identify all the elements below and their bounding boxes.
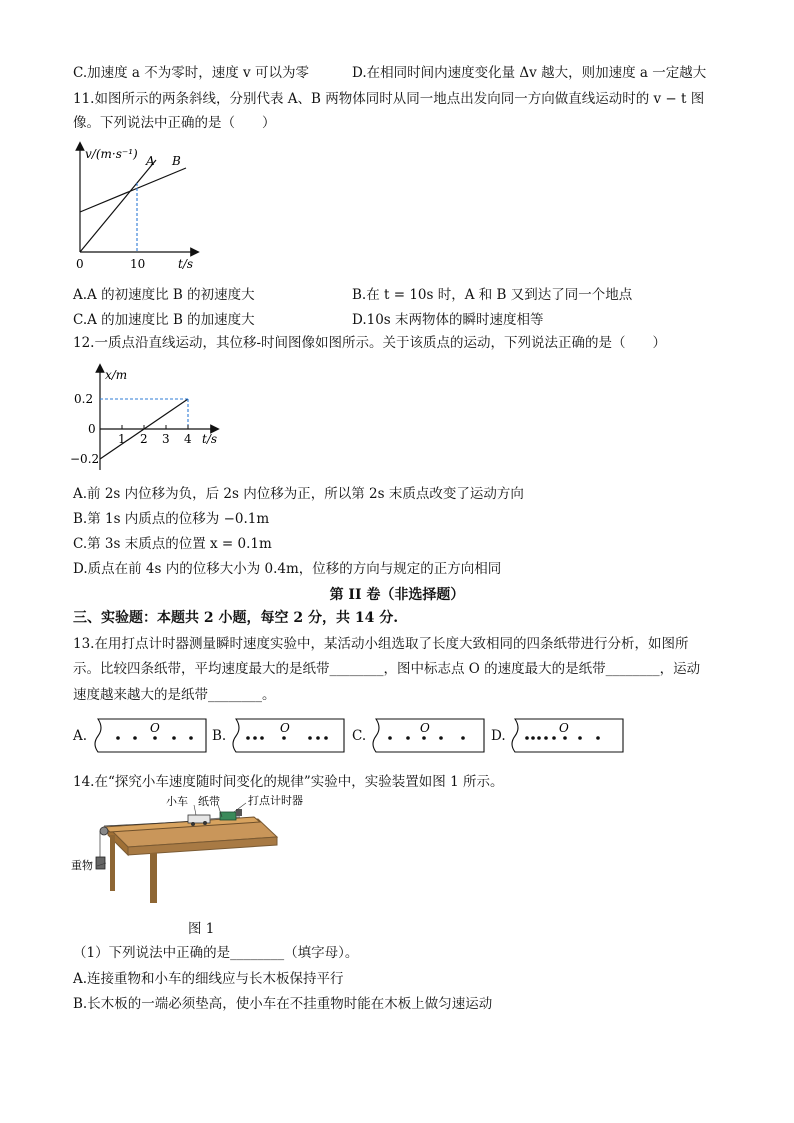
tape-a-label: A. <box>73 728 88 744</box>
car-icon <box>188 815 210 823</box>
tape-b-mark: O <box>280 721 290 735</box>
q14-label-timer: 打点计时器 <box>248 795 303 807</box>
tape-d <box>505 716 630 756</box>
tape-c-label: C. <box>352 728 367 744</box>
q11-option-a: A.A 的初速度比 B 的初速度大 <box>73 287 255 303</box>
q11-y-label: v/(m·s⁻¹) <box>85 147 138 161</box>
q11-line-b <box>80 168 186 212</box>
q12-option-a: A.前 2s 内位移为负，后 2s 内位移为正，所以第 2s 末质点改变了运动方向 <box>73 486 524 502</box>
q11-origin-label: 0 <box>76 257 84 271</box>
timer-icon <box>220 812 236 820</box>
q14-figure-caption: 图 1 <box>188 921 215 937</box>
q14-stem: 14.在“探究小车速度随时间变化的规律”实验中，实验装置如图 1 所示。 <box>73 774 504 790</box>
q11-stem-line-1: 11.如图所示的两条斜线，分别代表 A、B 两物体同时从同一地点出发向同一方向做直线运动时的 v − t 图 <box>73 91 705 107</box>
q11-vt-graph <box>60 138 210 278</box>
q11-tick-10: 10 <box>130 257 146 271</box>
q13-line-1: 13.在用打点计时器测量瞬时速度实验中，某活动小组选取了长度大致相同的四条纸带进行分析，如图所 <box>73 636 689 652</box>
q14-label-car: 小车 <box>166 795 188 808</box>
q11-option-b: B.在 t = 10s 时，A 和 B 又到达了同一个地点 <box>352 287 633 303</box>
q12-option-b: B.第 1s 内质点的位移为 −0.1m <box>73 511 270 527</box>
q12-stem: 12.一质点沿直线运动，其位移-时间图像如图所示。关于该质点的运动，下列说法正确的是（ ） <box>73 335 667 351</box>
section-heading: 三、实验题：本题共 2 小题，每空 2 分，共 14 分. <box>73 610 399 626</box>
q14-label-tape: 纸带 <box>198 795 220 808</box>
q10-option-d: D.在相同时间内速度变化量 Δv 越大，则加速度 a 一定越大 <box>352 65 707 81</box>
q12-x-tick-3: 3 <box>162 432 170 446</box>
q11-option-d: D.10s 末两物体的瞬时速度相等 <box>352 312 544 328</box>
q12-option-d: D.质点在前 4s 内的位移大小为 0.4m，位移的方向与规定的正方向相同 <box>73 561 502 577</box>
pulley-icon <box>100 827 108 835</box>
volume-title: 第 II 卷（非选择题） <box>329 587 465 603</box>
q13-line-2: 示。比较四条纸带，平均速度最大的是纸带________，图中标志点 O 的速度最大的是纸带________，运动 <box>73 661 701 677</box>
q14-sub1: （1）下列说法中正确的是________（填字母）。 <box>73 945 359 961</box>
tape-c <box>366 716 491 756</box>
q12-x-tick-1: 1 <box>118 432 126 446</box>
q11-option-c: C.A 的加速度比 B 的加速度大 <box>73 312 255 328</box>
tape-a <box>88 716 213 756</box>
q13-line-3: 速度越来越大的是纸带________。 <box>73 687 276 703</box>
q11-x-label: t/s <box>178 257 194 271</box>
q11-line-a <box>80 160 156 252</box>
q12-x-label: t/s <box>202 432 218 446</box>
tape-a-mark: O <box>150 721 160 735</box>
q12-y-tick-bottom: −0.2 <box>70 452 100 466</box>
q10-option-c: C.加速度 a 不为零时，速度 v 可以为零 <box>73 65 309 81</box>
weight-icon <box>96 857 105 869</box>
tape-b-label: B. <box>212 728 227 744</box>
tape-d-label: D. <box>491 728 506 744</box>
q11-stem-line-2: 像。下列说法中正确的是（ ） <box>73 115 276 131</box>
tape-d-mark: O <box>559 721 569 735</box>
q14-option-a: A.连接重物和小车的细线应与长木板保持平行 <box>73 971 344 987</box>
q12-y-label: x/m <box>105 368 128 382</box>
tape-c-mark: O <box>420 721 430 735</box>
q12-xt-graph <box>60 362 230 477</box>
q12-y-tick-top: 0.2 <box>74 392 94 406</box>
q12-y-tick-zero: 0 <box>88 422 96 436</box>
q11-label-a: A <box>146 154 155 168</box>
q11-label-b: B <box>172 154 181 168</box>
tape-b <box>226 716 351 756</box>
q12-x-tick-2: 2 <box>140 432 148 446</box>
q12-option-c: C.第 3s 末质点的位置 x = 0.1m <box>73 536 272 552</box>
q14-apparatus-figure <box>70 795 330 907</box>
q14-option-b: B.长木板的一端必须垫高，使小车在不挂重物时能在木板上做匀速运动 <box>73 996 493 1012</box>
q12-x-tick-4: 4 <box>184 432 192 446</box>
q14-label-weight: 重物 <box>71 859 93 872</box>
